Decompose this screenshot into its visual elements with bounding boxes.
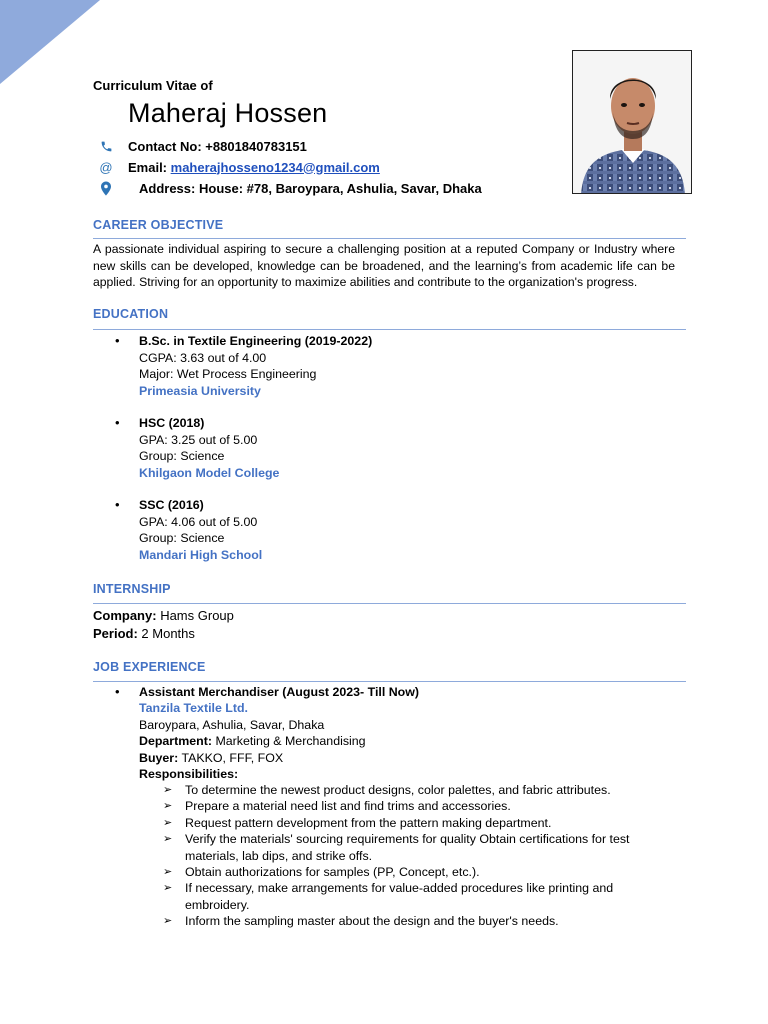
arrow-bullet-icon: ➢ [163,800,173,813]
institution: Primeasia University [139,383,261,398]
department-value: Marketing & Merchandising [215,734,366,749]
section-divider [93,603,686,604]
contact-email-row [96,158,380,176]
grade: GPA: 4.06 out of 5.00 [139,514,258,529]
responsibility-item: ➢ Request pattern development from the pattern making department. [163,815,552,830]
arrow-bullet-icon: ➢ [163,833,173,846]
responsibility-item: ➢ If necessary, make arrangements for value-added procedures like printing and embroidery. [163,881,614,912]
email-label: Email: [128,159,168,175]
job-location: Baroypara, Ashulia, Savar, Dhaka [139,717,325,732]
section-divider [93,238,686,239]
career-objective-title: CAREER OBJECTIVE [93,218,224,232]
address-value: House: #78, Baroypara, Ashulia, Savar, Dhaka [198,180,482,196]
contact-phone-row [96,137,307,155]
job-company: Tanzila Textile Ltd. [139,701,249,716]
buyer-label: Buyer: [139,750,179,765]
cv-pre-title: Curriculum Vitae of [93,78,213,93]
arrow-bullet-icon: ➢ [163,915,173,928]
career-objective-text: A passionate individual aspiring to secure a challenging position at a reputed Company or Industry where new skills can be developed, knowledge can be broadened, and the learning’s from academic life can be applied. Striving for an opportunity to maximize abilities and contribute to the organization's progress. [93,242,675,289]
section-divider [93,681,686,682]
detail: Group: Science [139,449,225,463]
responsibility-item: ➢ Obtain authorizations for samples (PP, Concept, etc.). [163,865,480,880]
internship-details [93,607,234,643]
degree: SSC (2016) [139,498,204,512]
internship-title: INTERNSHIP [93,582,171,596]
at-sign-icon: @ [99,159,113,175]
bullet-icon: • [115,415,120,430]
corner-decoration [0,0,100,84]
candidate-name: Maheraj Hossen [128,98,328,128]
responsibility-item: ➢ Prepare a material need list and find trims and accessories. [163,799,511,814]
arrow-bullet-icon: ➢ [163,816,173,829]
institution: Mandari High School [139,547,263,562]
responsibility-item: ➢ Inform the sampling master about the design and the buyer's needs. [163,914,559,929]
arrow-bullet-icon: ➢ [163,784,173,796]
arrow-bullet-icon: ➢ [163,866,173,879]
institution: Khilgaon Model College [139,465,280,480]
location-pin-icon [96,179,116,197]
responsibilities-label: Responsibilities: [139,767,239,782]
arrow-bullet-icon: ➢ [163,882,173,895]
section-divider [93,329,686,330]
phone-icon [96,137,116,155]
email-link[interactable]: maherajhosseno1234@gmail.com [170,159,380,175]
bullet-icon: • [115,497,120,512]
degree: HSC (2018) [139,416,205,430]
job-position: Assistant Merchandiser (August 2023- Till Now) [139,685,419,699]
period-label: Period: [93,626,138,641]
grade: CGPA: 3.63 out of 4.00 [139,350,267,365]
detail: Major: Wet Process Engineering [139,367,317,381]
address-label: Address: [139,180,196,196]
education-title: EDUCATION [93,307,169,321]
contact-address-row [96,179,482,197]
profile-photo [572,50,692,194]
responsibility-item: ➢ Verify the materials' sourcing requirements for quality Obtain certifications for test materials, lab dips, and strike offs. [163,832,630,863]
job-experience-title: JOB EXPERIENCE [93,660,206,674]
degree: B.Sc. in Textile Engineering (2019-2022) [139,334,373,348]
period-value: 2 Months [141,626,195,641]
phone-value: +8801840783151 [205,138,307,154]
responsibility-item: ➢ To determine the newest product designs, color palettes, and fabric attributes. [163,783,611,797]
detail: Group: Science [139,531,225,545]
department-label: Department: [139,734,212,749]
company-value: Hams Group [160,608,234,623]
bullet-icon: • [115,684,120,699]
buyer-value: TAKKO, FFF, FOX [181,750,284,765]
grade: GPA: 3.25 out of 5.00 [139,432,258,447]
phone-label: Contact No: [128,138,202,154]
responsibilities-list [139,782,679,930]
company-label: Company: [93,608,157,623]
bullet-icon: • [115,333,120,348]
